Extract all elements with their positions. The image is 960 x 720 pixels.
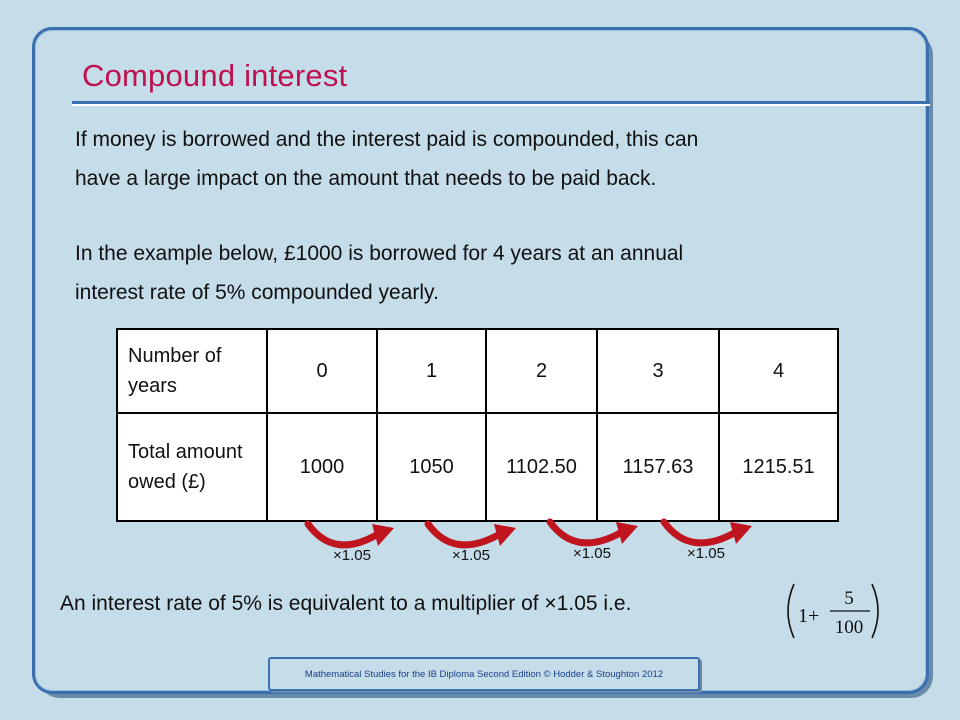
- table-cell: 4: [719, 329, 838, 413]
- curved-arrow-icon: [550, 522, 638, 544]
- table-cell: 0: [267, 329, 377, 413]
- curved-arrow-icon: [664, 522, 752, 544]
- table-cell: 1000: [267, 413, 377, 521]
- formula-one-plus: 1+: [798, 605, 820, 627]
- formula-denominator: 100: [834, 617, 864, 638]
- example-line-1: In the example below, £1000 is borrowed for 4 years at an annual: [75, 242, 684, 265]
- multiplier-label: ×1.05: [687, 545, 725, 562]
- multiplier-formula: [782, 580, 882, 642]
- row-header-years: Number of years: [117, 329, 267, 413]
- table-cell: 2: [486, 329, 597, 413]
- table-cell: 1157.63: [597, 413, 719, 521]
- formula-numerator: 5: [844, 588, 854, 609]
- curved-arrow-icon: [428, 524, 516, 546]
- slide-title: Compound interest: [82, 58, 348, 93]
- intro-line-1: If money is borrowed and the interest paid is compounded, this can: [75, 128, 699, 151]
- footer-copyright: Mathematical Studies for the IB Diploma Second Edition © Hodder & Stoughton 2012: [268, 657, 700, 691]
- intro-line-2: have a large impact on the amount that needs to be paid back.: [75, 167, 657, 190]
- multiplier-note: An interest rate of 5% is equivalent to a multiplier of ×1.05 i.e.: [60, 592, 632, 615]
- curved-arrow-icon: [308, 524, 394, 546]
- left-parenthesis: [788, 584, 794, 638]
- example-line-2: interest rate of 5% compounded yearly.: [75, 281, 439, 304]
- row-header-amount: Total amount owed (£): [117, 413, 267, 521]
- table-cell: 1102.50: [486, 413, 597, 521]
- table-cell: 3: [597, 329, 719, 413]
- table-cell: 1050: [377, 413, 486, 521]
- multiplier-label: ×1.05: [573, 545, 611, 562]
- multiplier-label: ×1.05: [452, 547, 490, 564]
- table-cell: 1215.51: [719, 413, 838, 521]
- table-cell: 1: [377, 329, 486, 413]
- multiplier-label: ×1.05: [333, 547, 371, 564]
- right-parenthesis: [872, 584, 878, 638]
